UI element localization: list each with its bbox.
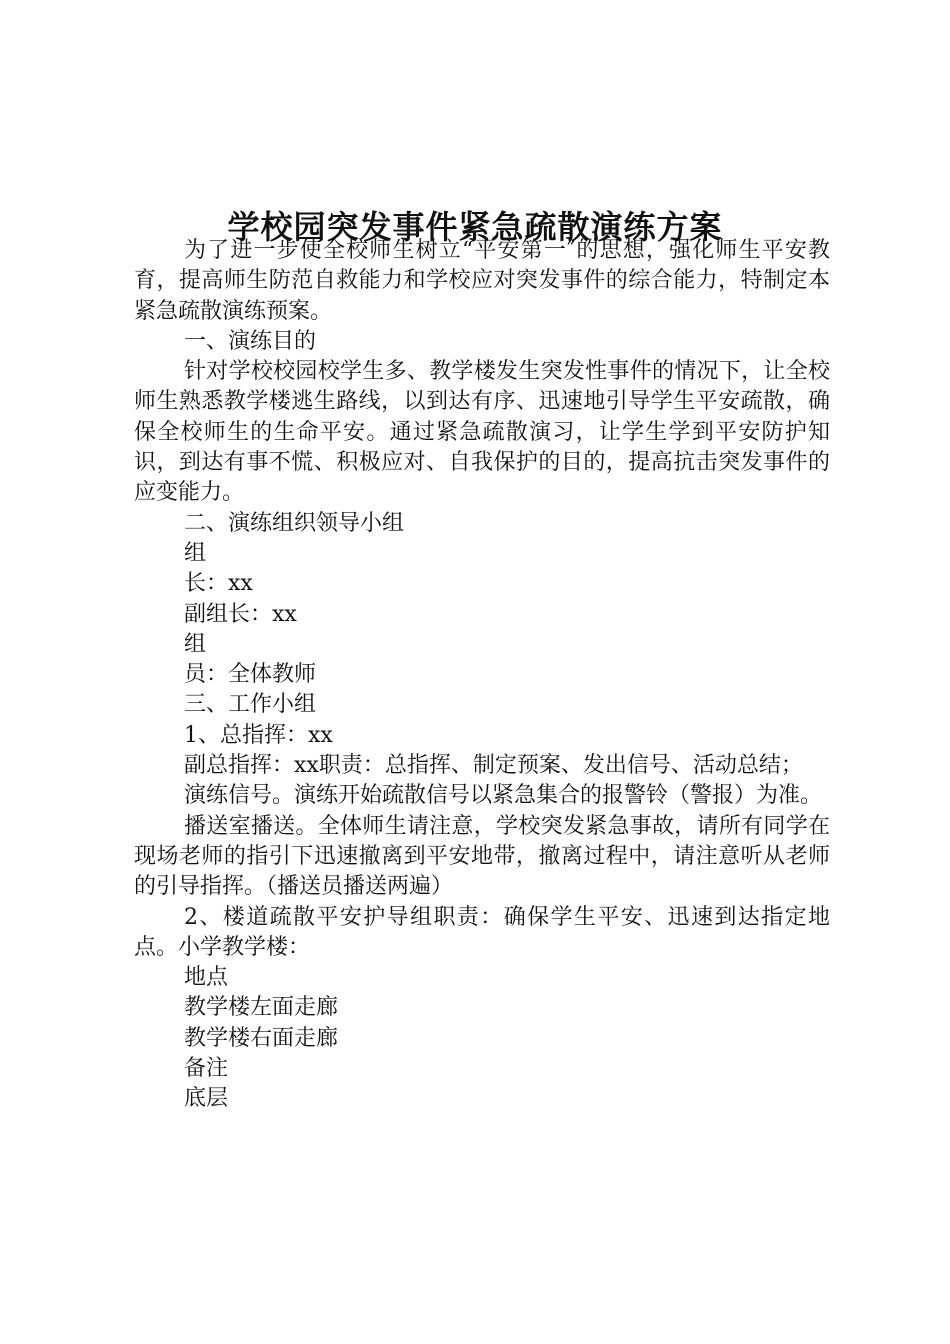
document-title: 学校园突发事件紧急疏散演练方案 (227, 208, 723, 247)
stairway-group-paragraph: 2、楼道疏散平安护导组职责：确保学生平安、迅速到达指定地点。小学教学楼： (134, 904, 830, 960)
remarks-label: 备注 (184, 1056, 229, 1082)
section-heading-leadership: 二、演练组织领导小组 (184, 510, 405, 536)
location-label: 地点 (184, 965, 229, 991)
leader-line: 长：xx (184, 571, 253, 597)
intro-paragraph: 为了进一步使全校师生树立“平安第一″的思想，强化师生平安教育，提高师生防范自救能力和学校应对突发事件的综合能力，特制定本紧急疏散演练预案。 (134, 238, 830, 324)
deputy-leader-line: 副组长：xx (184, 601, 297, 627)
section-heading-working-group: 三、工作小组 (184, 692, 317, 718)
member-label-part1: 组 (184, 631, 207, 657)
document-body (134, 236, 830, 1115)
ground-floor-label: 底层 (184, 1086, 229, 1112)
deputy-commander-paragraph: 副总指挥：xx职责：总指挥、制定预案、发出信号、活动总结； (184, 753, 803, 779)
commander-line: 1、总指挥：xx (184, 722, 333, 748)
purpose-paragraph: 针对学校校园校学生多、教学楼发生突发性事件的情况下，让全校师生熟悉教学楼逃生路线，以到达有序、迅速地引导学生平安疏散，确保全校师生的生命平安。通过紧急疏散演习，让学生学到平安防护知识，到达有事不慌、积极应对、自我保护的目的，提高抗击突发事件的应变能力。 (134, 359, 830, 506)
section-heading-purpose: 一、演练目的 (184, 328, 317, 354)
left-corridor-label: 教学楼左面走廊 (184, 995, 339, 1021)
broadcast-paragraph: 播送室播送。全体师生请注意，学校突发紧急事故，请所有同学在现场老师的指引下迅速撤离到平安地带，撤离过程中，请注意听从老师的引导指挥。（播送员播送两遍） (134, 813, 830, 900)
leader-label-part1: 组 (184, 540, 207, 566)
member-line: 员：全体教师 (184, 662, 317, 688)
right-corridor-label: 教学楼右面走廊 (184, 1025, 339, 1051)
signal-paragraph: 演练信号。演练开始疏散信号以紧急集合的报警铃（警报）为准。 (184, 783, 823, 809)
